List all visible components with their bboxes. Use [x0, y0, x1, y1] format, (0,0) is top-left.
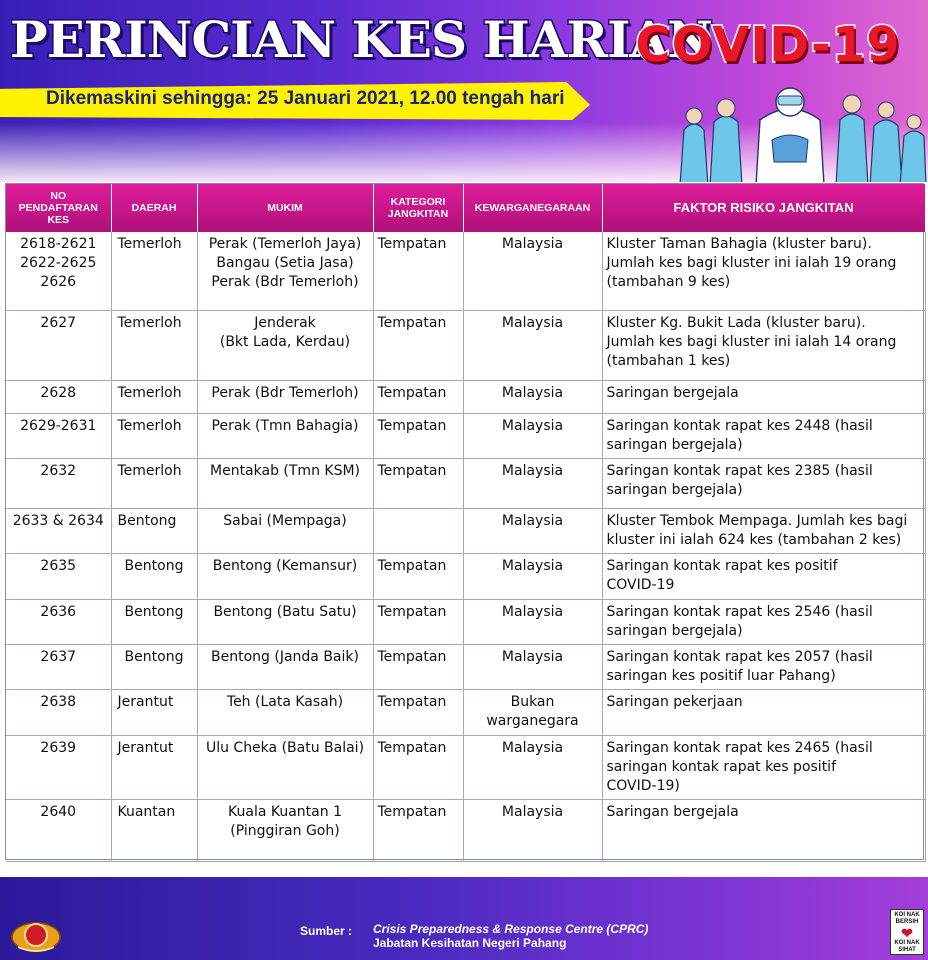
cell-kategori: Tempatan — [373, 689, 463, 735]
cell-faktor: Saringan kontak rapat kes 2057 (hasil saringan kes positif luar Pahang) — [602, 644, 925, 689]
cell-faktor: Saringan kontak rapat kes 2546 (hasil saringan bergejala) — [602, 599, 925, 644]
cell-no: 2637 — [6, 644, 111, 689]
column-header-faktor: FAKTOR RISIKO JANGKITAN — [602, 184, 925, 232]
cell-mukim: Bentong (Janda Baik) — [197, 644, 373, 689]
cell-daerah: Temerloh — [111, 458, 197, 508]
cell-daerah: Jerantut — [111, 689, 197, 735]
cell-faktor: Saringan bergejala — [602, 380, 925, 413]
page-title: PERINCIAN KES HARIAN — [10, 10, 712, 69]
cell-kategori: Tempatan — [373, 232, 463, 310]
covid-badge: COVID-19 — [635, 17, 901, 73]
table-header-row — [6, 184, 925, 232]
cell-warga: Malaysia — [463, 310, 602, 380]
cell-warga: Malaysia — [463, 599, 602, 644]
source-line-1: Crisis Preparedness & Response Centre (CPRC) — [373, 922, 649, 936]
kkm-badge-text-3: KOI NAK — [894, 940, 920, 946]
cell-no: 2618-2621 2622-2625 2626 — [6, 232, 111, 310]
cell-warga: Malaysia — [463, 232, 602, 310]
cell-warga: Bukan warganegara — [463, 689, 602, 735]
cell-mukim: Teh (Lata Kasah) — [197, 689, 373, 735]
cell-mukim: Perak (Tmn Bahagia) — [197, 413, 373, 458]
table-row — [6, 413, 925, 458]
cell-no: 2628 — [6, 380, 111, 413]
cell-faktor: Saringan kontak rapat kes 2385 (hasil saringan bergejala) — [602, 458, 925, 508]
cell-faktor: Saringan kontak rapat kes 2465 (hasil saringan kontak rapat kes positif COVID-19) — [602, 735, 925, 799]
table-row — [6, 599, 925, 644]
column-header-no: NO PENDAFTARAN KES — [6, 184, 111, 232]
cell-warga: Malaysia — [463, 380, 602, 413]
footer — [0, 877, 928, 960]
kkm-badge — [890, 909, 924, 955]
source-line-2: Jabatan Kesihatan Negeri Pahang — [373, 936, 567, 950]
table-row — [6, 380, 925, 413]
cell-faktor: Kluster Kg. Bukit Lada (kluster baru). Jumlah kes bagi kluster ini ialah 14 orang (tambahan 1 kes) — [602, 310, 925, 380]
cell-no: 2636 — [6, 599, 111, 644]
cell-no: 2632 — [6, 458, 111, 508]
cell-kategori: Tempatan — [373, 458, 463, 508]
table-row — [6, 735, 925, 799]
cell-mukim: Sabai (Mempaga) — [197, 508, 373, 553]
cell-daerah: Temerloh — [111, 310, 197, 380]
cell-daerah: Bentong — [111, 599, 197, 644]
cell-daerah: Bentong — [111, 644, 197, 689]
cases-table — [5, 183, 924, 860]
table-row — [6, 799, 925, 861]
table-row — [6, 458, 925, 508]
jkn-logo-icon — [8, 915, 64, 955]
cell-daerah: Kuantan — [111, 799, 197, 861]
cell-mukim: Mentakab (Tmn KSM) — [197, 458, 373, 508]
cell-daerah: Bentong — [111, 553, 197, 599]
heart-icon: ❤ — [901, 925, 913, 941]
cell-kategori: Tempatan — [373, 735, 463, 799]
column-header-warga: KEWARGANEGARAAN — [463, 184, 602, 232]
header-banner — [0, 0, 928, 182]
column-header-mukim: MUKIM — [197, 184, 373, 232]
cell-daerah: Jerantut — [111, 735, 197, 799]
cell-kategori: Tempatan — [373, 553, 463, 599]
cell-faktor: Saringan kontak rapat kes 2448 (hasil saringan bergejala) — [602, 413, 925, 458]
kkm-badge-text-4: SIHAT — [898, 947, 916, 953]
cell-mukim: Perak (Temerloh Jaya) Bangau (Setia Jasa) Perak (Bdr Temerloh) — [197, 232, 373, 310]
cell-kategori: Tempatan — [373, 310, 463, 380]
table-row — [6, 689, 925, 735]
column-header-daerah: DAERAH — [111, 184, 197, 232]
cell-warga: Malaysia — [463, 413, 602, 458]
cell-mukim: Jenderak (Bkt Lada, Kerdau) — [197, 310, 373, 380]
kkm-badge-text-2: BERSIH — [895, 919, 919, 925]
cell-warga: Malaysia — [463, 508, 602, 553]
cell-kategori: Tempatan — [373, 413, 463, 458]
cell-warga: Malaysia — [463, 458, 602, 508]
cell-warga: Malaysia — [463, 735, 602, 799]
cell-daerah: Temerloh — [111, 232, 197, 310]
cell-faktor: Saringan pekerjaan — [602, 689, 925, 735]
cell-faktor: Saringan bergejala — [602, 799, 925, 861]
cell-mukim: Kuala Kuantan 1 (Pinggiran Goh) — [197, 799, 373, 861]
cell-faktor: Saringan kontak rapat kes positif COVID-19 — [602, 553, 925, 599]
cell-no: 2640 — [6, 799, 111, 861]
health-workers-illustration — [660, 70, 928, 182]
cell-faktor: Kluster Taman Bahagia (kluster baru). Jumlah kes bagi kluster ini ialah 19 orang (tambahan 9 kes) — [602, 232, 925, 310]
cell-no: 2635 — [6, 553, 111, 599]
cell-no: 2639 — [6, 735, 111, 799]
table-row — [6, 553, 925, 599]
cell-no: 2638 — [6, 689, 111, 735]
cell-mukim: Ulu Cheka (Batu Balai) — [197, 735, 373, 799]
kkm-badge-text-1: KOI NAK — [894, 912, 920, 918]
table-row — [6, 508, 925, 553]
cell-mukim: Bentong (Kemansur) — [197, 553, 373, 599]
table-row — [6, 644, 925, 689]
source-label: Sumber : — [300, 924, 353, 938]
cell-kategori: Tempatan — [373, 644, 463, 689]
cell-daerah: Bentong — [111, 508, 197, 553]
cell-kategori: Tempatan — [373, 599, 463, 644]
cell-warga: Malaysia — [463, 644, 602, 689]
cell-no: 2627 — [6, 310, 111, 380]
cell-daerah: Temerloh — [111, 413, 197, 458]
cell-no: 2629-2631 — [6, 413, 111, 458]
cell-mukim: Bentong (Batu Satu) — [197, 599, 373, 644]
cell-kategori — [373, 508, 463, 553]
column-header-kategori: KATEGORI JANGKITAN — [373, 184, 463, 232]
updated-text: Dikemaskini sehingga: 25 Januari 2021, 12.00 tengah hari — [46, 88, 565, 109]
table-row — [6, 232, 925, 310]
cell-kategori: Tempatan — [373, 799, 463, 861]
cell-no: 2633 & 2634 — [6, 508, 111, 553]
cell-daerah: Temerloh — [111, 380, 197, 413]
cell-kategori: Tempatan — [373, 380, 463, 413]
table-row — [6, 310, 925, 380]
cell-mukim: Perak (Bdr Temerloh) — [197, 380, 373, 413]
cell-warga: Malaysia — [463, 553, 602, 599]
cell-faktor: Kluster Tembok Mempaga. Jumlah kes bagi kluster ini ialah 624 kes (tambahan 2 kes) — [602, 508, 925, 553]
cell-warga: Malaysia — [463, 799, 602, 861]
